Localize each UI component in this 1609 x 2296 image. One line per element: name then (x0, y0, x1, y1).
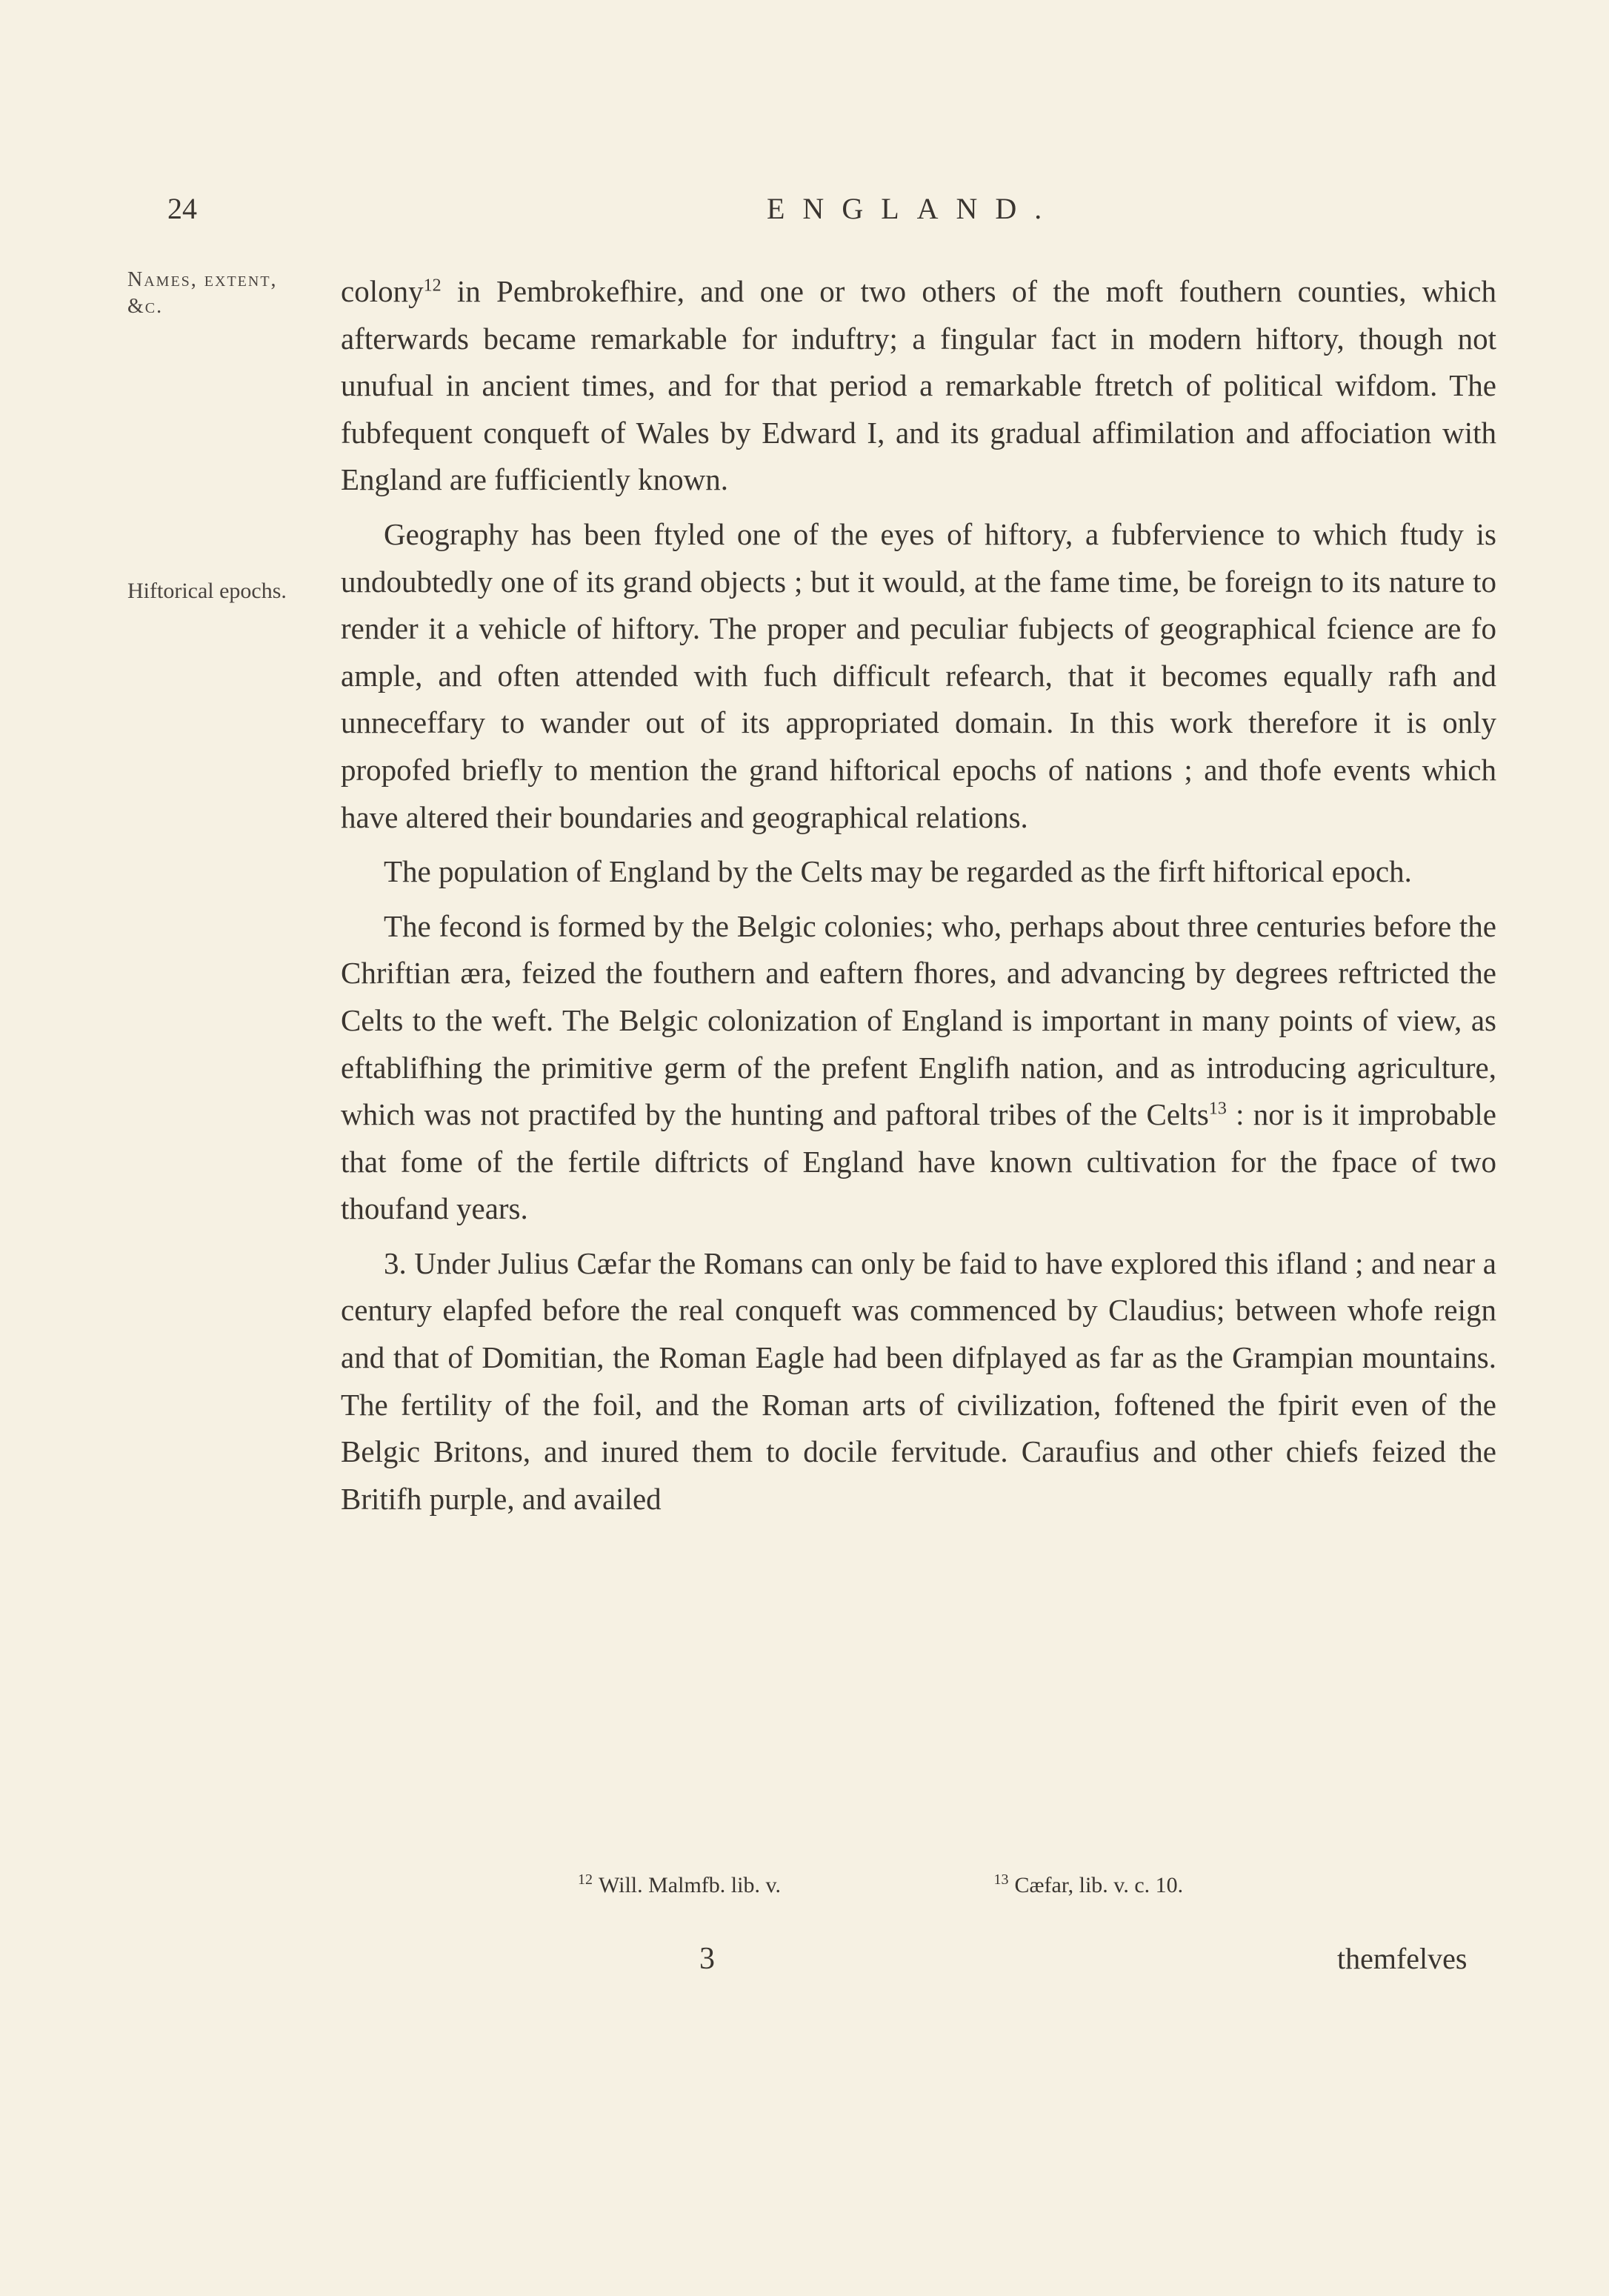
catchword: themfelves (1337, 1942, 1468, 1975)
footnote-ref: 13 (1208, 1099, 1227, 1119)
page-number: 24 (167, 192, 197, 225)
footnote: $^{12}$ Will. Malmfb. lib. v. (578, 1871, 781, 1897)
paragraph: The fecond is formed by the Belgic colonies; who, perhaps about three centuries before the Chriftian æra, feized the fouthern and eaftern fhores, and advancing by degrees reftricted the Celts to the weft. The Belgic colonization of England is important in many points of view, as eftablifhing the primitive germ of the prefent Englifh nation, and as introducing agriculture, which was not practifed by the hunting and paftoral tribes of the Celts$^{13}$ : nor is it improbable that fome of the fertile diftricts of England have known cultivation for the fpace of two thoufand years. (341, 908, 1496, 1226)
footnote: $^{13}$ Cæfar, lib. v. c. 10. (993, 1871, 1184, 1897)
footnotes (578, 1871, 1390, 1898)
page-header (0, 191, 1609, 236)
margin-note-names: Names, extent, &c. (127, 268, 278, 318)
margin-note-epochs: Hiftorical epochs. (127, 579, 287, 603)
signature-mark: 3 (699, 1942, 715, 1976)
body-text (341, 268, 1496, 1530)
paragraph: colony$^{12}$ in Pembrokefhire, and one or two others of the moft fouthern counties, which afterwards became remarkable for induftry; a fingular fact in modern hiftory, though not unufual in ancient times, and for that period a remarkable ftretch of political wifdom. The fubfequent conqueft of Wales by Edward I, and its gradual affimilation and affociation with England are fufficiently known. (341, 274, 1496, 497)
paragraph: 3. Under Julius Cæfar the Romans can only be faid to have explored this ifland ; and near a century elapfed before the real conqueft was commenced by Claudius; between whofe reign and that of Domitian, the Roman Eagle had been difplayed as far as the Grampian mountains. The fertility of the foil, and the Roman arts of civilization, foftened the fpirit even of the Belgic Britons, and inured them to docile fervitude. Caraufius and other chiefs feized the Britifh purple, and availed (341, 1245, 1496, 1516)
paragraph: The population of England by the Celts may be regarded as the firft hiftorical epoch. (384, 854, 1412, 889)
paragraph: Geography has been ftyled one of the eyes of hiftory, a fubfervience to which ftudy is undoubtedly one of its grand objects ; but it would, at the fame time, be foreign to its nature to render it a vehicle of hiftory. The proper and peculiar fubjects of geographical fcience are fo ample, and often attended with fuch difficult refearch, that it becomes equally rafh and unneceffary to wander out of its appropriated domain. In this work therefore it is only propofed briefly to mention the grand hiftorical epochs of nations ; and thofe events which have altered their boundaries and geographical relations. (341, 516, 1496, 834)
footnote-ref: 12 (423, 276, 442, 296)
running-head: ENGLAND. (767, 192, 1060, 225)
